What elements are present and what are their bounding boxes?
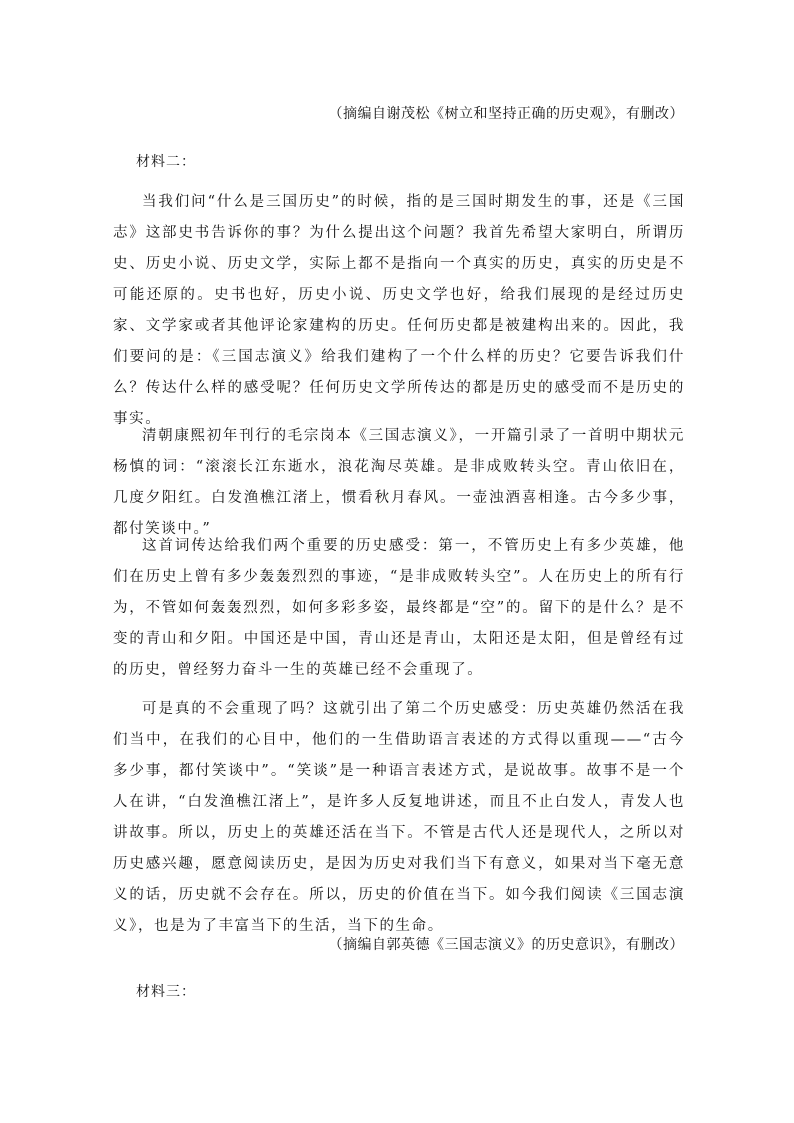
source-citation-1: （摘编自谢茂松《树立和坚持正确的历史观》，有删改） xyxy=(328,106,684,122)
paragraph-4: 可是真的不会重现了吗？这就引出了第二个历史感受：历史英雄仍然活在我们当中，在我们的心目中，他们的一生借助语言表述的方式得以重现——“古今多少事，都付笑谈中”。“笑谈”是一种语言表述方式，是说故事。故事不是一个人在讲，“白发渔樵江渚上”，是许多人反复地讲述，而且不止白发人，青发人也讲故事。所以，历史上的英雄还活在当下。不管是古代人还是现代人，之所以对历史感兴趣，愿意阅读历史，是因为历史对我们当下有意义，如果对当下毫无意义的话，历史就不会存在。所以，历史的价值在当下。如今我们阅读《三国志演义》，也是为了丰富当下的生活，当下的生命。 xyxy=(113,701,685,934)
paragraph-2: 清朝康熙初年刊行的毛宗岗本《三国志演义》，一开篇引录了一首明中期状元杨慎的词：“滚滚长江东逝水，浪花淘尽英雄。是非成败转头空。青山依旧在，几度夕阳红。白发渔樵江渚上，惯看秋月春风。一壶浊酒喜相逢。古今多少事，都付笑谈中。” xyxy=(113,428,685,537)
source-citation-2: （摘编自郭英德《三国志演义》的历史意识》，有删改） xyxy=(328,937,684,953)
material-two-heading: 材料二： xyxy=(136,154,196,170)
material-three-heading: 材料三： xyxy=(136,984,196,1000)
paragraph-1: 当我们问“什么是三国历史”的时候，指的是三国时期发生的事，还是《三国志》这部史书告诉你的事？为什么提出这个问题？我首先希望大家明白，所谓历史、历史小说、历史文学，实际上都不是指向一个真实的历史，真实的历史是不可能还原的。史书也好，历史小说、历史文学也好，给我们展现的是经过历史家、文学家或者其他评论家建构的历史。任何历史都是被建构出来的。因此，我们要问的是：《三国志演义》给我们建构了一个什么样的历史？它要告诉我们什么？传达什么样的感受呢？任何历史文学所传达的都是历史的感受而不是历史的事实。 xyxy=(113,194,685,427)
paragraph-3: 这首词传达给我们两个重要的历史感受：第一，不管历史上有多少英雄，他们在历史上曾有多少轰轰烈烈的事迹，“是非成败转头空”。人在历史上的所有行为，不管如何轰轰烈烈，如何多彩多姿，最终都是“空”的。留下的是什么？是不变的青山和夕阳。中国还是中国，青山还是青山，太阳还是太阳，但是曾经有过的历史，曾经努力奋斗一生的英雄已经不会重现了。 xyxy=(113,538,685,678)
